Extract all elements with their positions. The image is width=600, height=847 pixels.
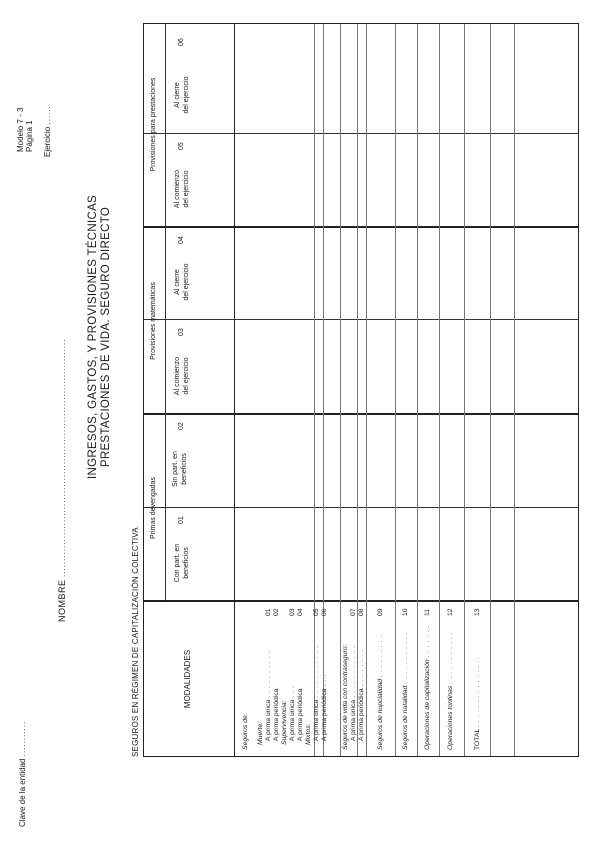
col06-label-l1: Al cierre (174, 82, 181, 108)
col04-header (174, 247, 191, 317)
model-number: Modelo 7 - 3 (16, 107, 25, 152)
col05-label-l1: Al comienzo (174, 169, 181, 209)
col05-number: 05 (178, 142, 185, 150)
group-primas: Primas devengadas (150, 477, 157, 539)
nombre-label: NOMBRE (57, 579, 67, 622)
row-sep (395, 24, 396, 756)
title-line-1: INGRESOS, GASTOS, Y PROVISIONES TÉCNICAS (87, 194, 99, 480)
ejercicio-field (43, 105, 52, 157)
row-num-06: 06 (321, 608, 328, 616)
row-num-01: 01 (265, 608, 272, 616)
col04-label-l2: del ejercicio (182, 263, 190, 301)
nombre-field (57, 338, 67, 622)
row-sep (366, 24, 367, 756)
row-sep (340, 24, 341, 756)
col01-label-l2: beneficios (182, 547, 190, 579)
label-seguros-de: Seguros de: (242, 713, 249, 750)
clave-label: Clave de la entidad (18, 758, 27, 827)
row-num-10: 10 (402, 608, 409, 616)
row-num-07: 07 (350, 608, 357, 616)
section-title: SEGUROS EN RÉGIMEN DE CAPITALIZACIÓN COLECTIVA (131, 527, 140, 757)
row-sep (490, 24, 491, 756)
row-num-12: 12 (447, 608, 454, 616)
label-tontinas: Operaciones tontinas . . . . . . . . . . . (447, 631, 454, 750)
row-sep (323, 24, 324, 756)
label-mixtos-unica: A prima única . . . . . . . . . . . (313, 645, 320, 741)
row-num-13: 13 (474, 608, 481, 616)
divider-col01 (144, 507, 578, 508)
header-bottom-line (234, 24, 235, 756)
model-block (16, 108, 34, 152)
col03-number: 03 (178, 328, 185, 336)
col04-number: 04 (178, 236, 185, 244)
col01-number: 01 (178, 516, 185, 524)
col06-number: 06 (178, 38, 185, 46)
label-superv-periodica: A prima periódica (297, 688, 304, 741)
group-prov-mat: Provisiones matemáticas (150, 282, 157, 360)
label-nupcialidad: Seguros de nupcialidad . . . . . . . . . (377, 634, 384, 750)
label-total: TOTAL . . . . . . . . . . . . . . (474, 659, 481, 750)
col04-label-l1: Al cierre (174, 269, 181, 295)
label-contra-periodica: A prima periódica . . . . . . . . (358, 649, 365, 741)
label-muerte-periodica: A prima periódica (273, 688, 280, 741)
label-supervivencia: Supervivencia: (281, 700, 288, 745)
title-line-2: PRESTACIONES DE VIDA. SEGURO DIRECTO (100, 206, 112, 468)
label-contra-unica: A prima única . . . . . . . . . . . (350, 645, 357, 741)
row-num-02: 02 (273, 608, 280, 616)
clave-dots: ........... (18, 720, 27, 757)
label-contraseguro: Seguros de vida con contraseguro: (342, 644, 349, 750)
row-sep (417, 24, 418, 756)
nombre-dots: .......................................................................... (58, 338, 67, 577)
col02-label-l1: Sin part. en (172, 451, 179, 487)
page-title (87, 157, 113, 517)
col03-header (174, 341, 191, 411)
divider-primas (144, 413, 578, 415)
divider-modalidades (144, 600, 578, 602)
divider-col03 (144, 319, 578, 320)
col01-header (174, 528, 191, 598)
clave-entidad-field (18, 721, 27, 827)
row-num-09: 09 (377, 608, 384, 616)
col02-number: 02 (178, 422, 185, 430)
col06-header (174, 60, 191, 130)
row-num-08: 08 (358, 608, 365, 616)
group-prov-prest: Provisiones para prestaciones (150, 77, 157, 172)
label-mixtos: Mixtos: (305, 723, 312, 745)
col06-label-l2: del ejercicio (182, 76, 190, 114)
row-sep (464, 24, 465, 756)
row-num-03: 03 (289, 608, 296, 616)
divider-col05 (144, 133, 578, 134)
modalidades-header: MODALIDADES (183, 649, 192, 709)
group-header-line (165, 24, 166, 601)
col01-label-l1: Con part. en (174, 543, 181, 583)
form-table (143, 23, 579, 757)
row-num-11: 11 (424, 608, 431, 616)
col05-label-l2: del ejercicio (182, 170, 190, 208)
page-number: Página 1 (25, 120, 34, 152)
label-muerte-unica: A prima única . . . . . . . . . . (265, 650, 272, 741)
row-num-04: 04 (297, 608, 304, 616)
col02-label-l2: beneficios (180, 453, 188, 485)
ejercicio-label: Ejercicio (43, 126, 52, 157)
label-mixtos-periodica: A prima periódica . . . (321, 674, 328, 741)
label-natalidad: Seguros de natalidad . . . . . . . . . . . (402, 631, 409, 750)
label-muerte: Muerte: (257, 721, 264, 745)
label-capitalizacion: Operaciones de capitalización . . . . . . . (424, 625, 431, 750)
row-sep (439, 24, 440, 756)
row-sep (514, 24, 515, 756)
col02-header (172, 434, 189, 504)
col03-label-l2: del ejercicio (182, 357, 190, 395)
divider-provmat (144, 226, 578, 228)
label-superv-unica: A prima única . . . (289, 685, 296, 741)
ejercicio-dots: ...... (43, 105, 52, 125)
row-num-05: 05 (313, 608, 320, 616)
col03-label-l1: Al comienzo (174, 356, 181, 396)
col05-header (174, 154, 191, 224)
